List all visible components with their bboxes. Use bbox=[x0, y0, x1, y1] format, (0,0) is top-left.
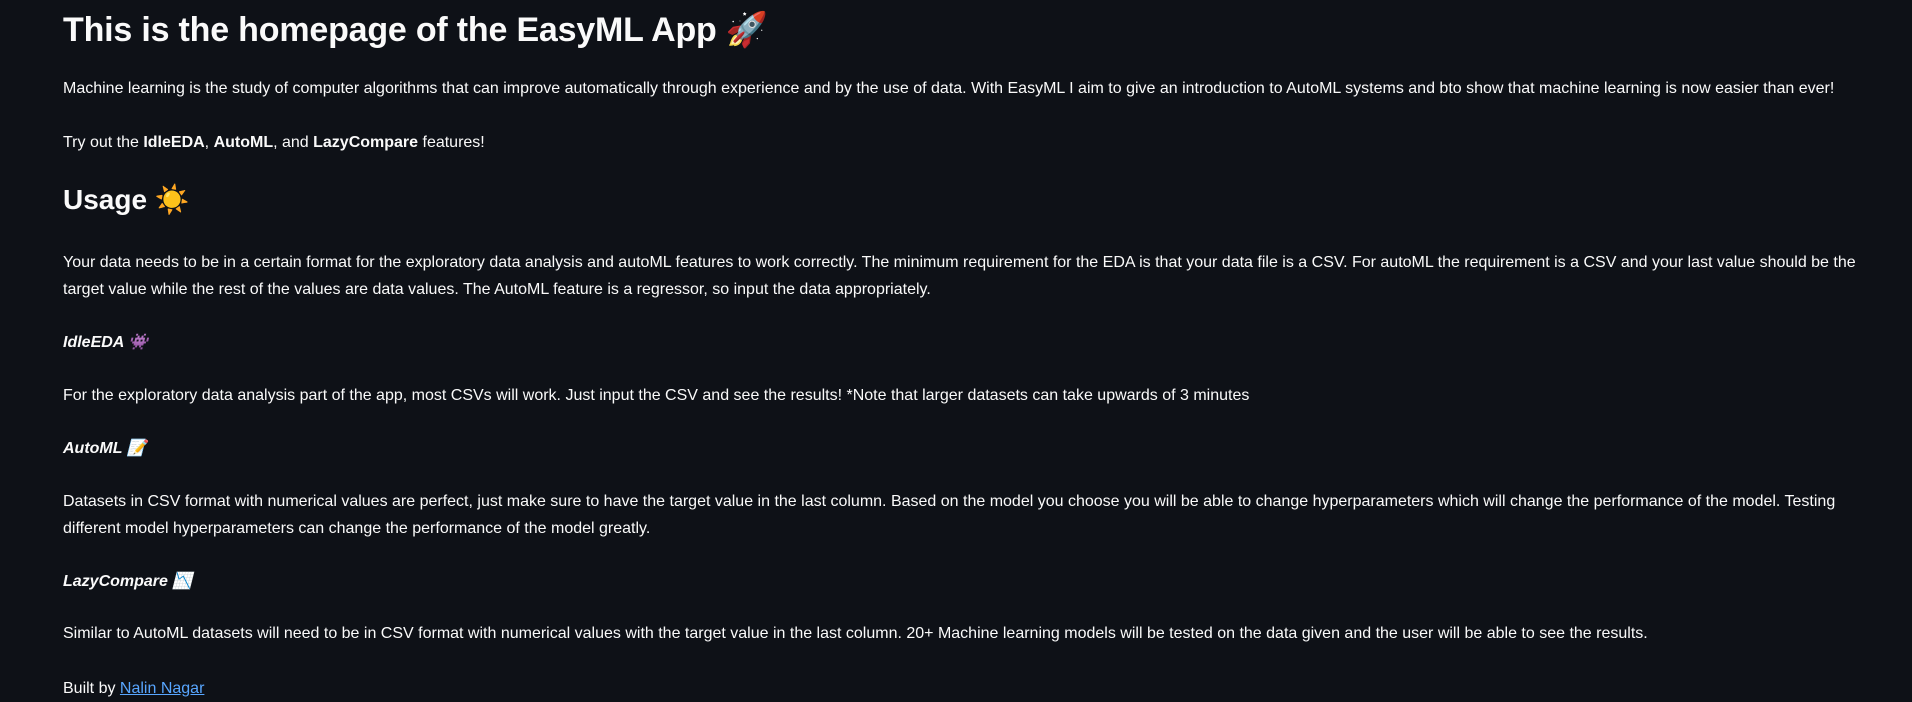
page-title: This is the homepage of the EasyML App 🚀 bbox=[63, 11, 768, 49]
author-link[interactable]: Nalin Nagar bbox=[119, 679, 205, 697]
footer-prefix: Built by bbox=[63, 679, 120, 697]
usage-heading: Usage ☀️ bbox=[63, 184, 190, 216]
try-out-prefix: Try out the bbox=[63, 133, 144, 151]
feature-name-idleeda: IdleEDA bbox=[143, 133, 205, 151]
footer-credit bbox=[63, 675, 1892, 702]
usage-paragraph: Your data needs to be in a certain format for the exploratory data analysis and autoML features to work correctly. The minimum requirement for the EDA is that your data file is a CSV. For autoML the requirement is a CSV and your last value should be the target value while the rest of the values are data values. The AutoML feature is a regressor, so input the data appropriately. bbox=[63, 253, 1856, 298]
try-out-sep2: , and bbox=[273, 133, 314, 151]
idleeda-subheading: IdleEDA 👾 bbox=[63, 334, 149, 352]
try-out-suffix: features! bbox=[418, 133, 485, 151]
lazycompare-subheading: LazyCompare 📉 bbox=[63, 572, 193, 590]
automl-subheading: AutoML 📝 bbox=[63, 439, 147, 457]
lazycompare-paragraph: Similar to AutoML datasets will need to be in CSV format with numerical values with the target value in the last column. 20+ Machine learning models will be tested on the data given and the user will be able to see the results. bbox=[63, 625, 1648, 643]
try-out-paragraph bbox=[63, 129, 1892, 156]
feature-name-automl: AutoML bbox=[213, 133, 274, 151]
idleeda-paragraph: For the exploratory data analysis part of the app, most CSVs will work. Just input the CSV and see the results! *Note that larger datasets can take upwards of 3 minutes bbox=[63, 386, 1250, 404]
automl-paragraph: Datasets in CSV format with numerical values are perfect, just make sure to have the target value in the last column. Based on the model you choose you will be able to change hyperparameters which will change the performance of the model. Testing different model hyperparameters can change the performance of the model greatly. bbox=[63, 492, 1836, 537]
intro-paragraph: Machine learning is the study of computer algorithms that can improve automatically through experience and by the use of data. With EasyML I aim to give an introduction to AutoML systems and bto show that machine learning is now easier than ever! bbox=[63, 79, 1835, 97]
feature-name-lazycompare: LazyCompare bbox=[313, 133, 419, 151]
try-out-sep1: , bbox=[204, 133, 214, 151]
